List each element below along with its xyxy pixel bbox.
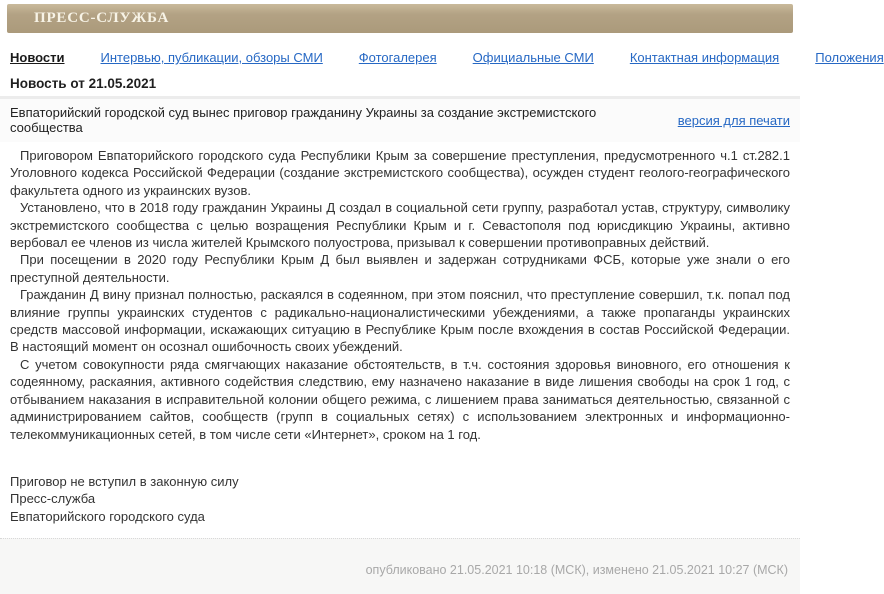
signature-line-verdict-status: Приговор не вступил в законную силу — [10, 473, 239, 489]
article-paragraph: Приговором Евпаторийского городского суда Республики Крым за совершение преступления, предусмотренного ч.1 ст.282.1 Уголовного кодекса Российской Федерации (создание экстремистского сообщества), осужден студент геолого-географического факультета одного из украинских вузов. — [10, 148, 790, 198]
page-title: ПРЕСС-СЛУЖБА — [34, 10, 170, 26]
article-paragraph: С учетом совокупности ряда смягчающих наказание обстоятельств, в т.ч. состояния здоровья виновного, его отношения к содеянному, раскаяния, активного содействия следствию, ему назначено наказание в виде лишения свободы на срок 1 год, с отбыванием наказания в исправительной колонии общего режима, с лишением права заниматься деятельностью, связанной с администрированием сайтов, сообществ (групп в социальных сетях) с использованием электронных и информационно-телекоммуникационных сетей, в том числе сети «Интернет», сроком на 1 год. — [10, 356, 790, 442]
news-date-heading: Новость от 21.05.2021 — [10, 76, 157, 91]
signature-line-press-service: Пресс-служба — [10, 491, 96, 507]
main-navigation — [0, 50, 884, 65]
article-paragraph: При посещении в 2020 году Республики Крым Д был выявлен и задержан сотрудниками ФСБ, которые уже знали о его преступной деятельности. — [10, 252, 790, 285]
article-body — [0, 142, 800, 443]
nav-link-interviews-publications[interactable]: Интервью, публикации, обзоры СМИ — [100, 50, 323, 65]
nav-link-contact-info[interactable]: Контактная информация — [629, 50, 780, 65]
nav-link-news[interactable]: Новости — [10, 50, 65, 65]
article-paragraph: Гражданин Д вину признал полностью, раскаялся в содеянном, при этом пояснил, что преступление совершил, т.к. попал под влияние группы украинских студентов с радикально-националистическими убеждениями, а также пропаганды украинских средств массовой информации, искажающих ситуацию в Республике Крым после вхождения в состав Российской Федерации. В настоящий момент он осознал ошибочность своих убеждений. — [10, 287, 790, 355]
print-version-link[interactable]: версия для печати — [677, 112, 790, 128]
page-footer — [0, 538, 800, 594]
nav-link-regulations[interactable]: Положения — [815, 50, 884, 65]
publication-timestamps: опубликовано 21.05.2021 10:18 (МСК), изменено 21.05.2021 10:27 (МСК) — [365, 563, 788, 578]
press-service-header-bar — [7, 4, 793, 33]
article-paragraph: Установлено, что в 2018 году гражданин Украины Д создал в социальной сети группу, разработал устав, структуру, символику экстремистского сообщества с целью возращения Республики Крым и г. Севастополя под юрисдикцию Украины, активно вербовал ее членов из числа жителей Крымского полуострова, призывал к совершении противоправных действий. — [10, 200, 790, 251]
article-title-bar — [0, 96, 800, 142]
article-signature — [0, 473, 800, 525]
article-title: Евпаторийский городской суд вынес приговор гражданину Украины за создание экстремистского сообщества — [10, 105, 597, 135]
signature-line-court-name: Евпаторийского городского суда — [10, 508, 205, 524]
nav-link-photo-gallery[interactable]: Фотогалерея — [358, 50, 437, 65]
nav-link-official-media[interactable]: Официальные СМИ — [472, 50, 594, 65]
